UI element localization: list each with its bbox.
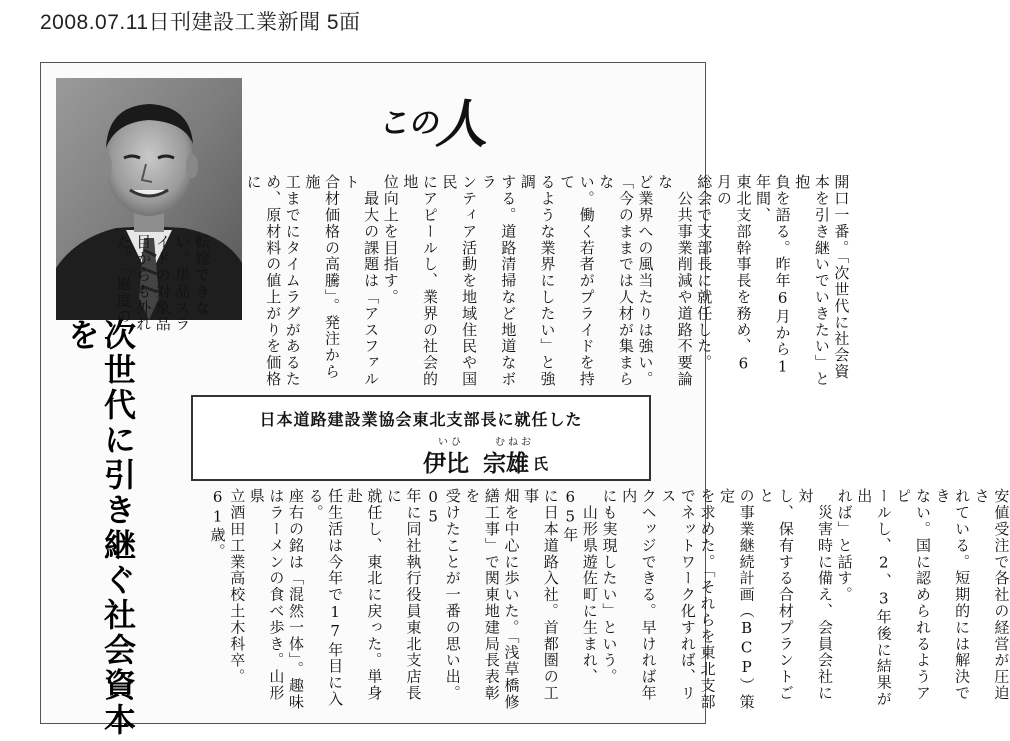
text-column: イドの対象品: [153, 234, 172, 333]
text-column: 開口一番。「次世代に社会資: [832, 174, 851, 380]
text-column: はラーメンの食べ歩き。山形県: [247, 488, 286, 702]
text-column: 位向上を目指す。: [381, 174, 400, 306]
text-column: ンティア活動を地域住民や国民: [440, 174, 479, 388]
given-name: 宗雄: [483, 451, 529, 477]
text-column: にアピールし、業界の社会的地: [401, 174, 439, 388]
text-column: を求めた。「それらを東北支部: [698, 488, 717, 711]
text-column: れば」と話す。: [835, 488, 854, 603]
text-column: でネットワーク化すれば、リス: [659, 488, 697, 702]
text-column: にも実現したい」という。: [600, 488, 619, 685]
text-column: い。働く若者がプライドを持て: [558, 174, 596, 388]
text-column: 目からも外れ: [134, 234, 153, 333]
lower-text-block: [207, 488, 1010, 716]
text-column: 「今のままでは人材が集まらな: [597, 174, 635, 388]
text-column: し、保有する合材プラントごと: [757, 488, 795, 702]
text-column: 年に同社執行役員東北支店長に: [384, 488, 423, 702]
text-column: クヘッジできる。早ければ年内: [620, 488, 658, 702]
headline: 次世代に引き継ぐ社会資本を: [63, 318, 137, 738]
source-caption: 2008.07.11日刊建設工業新聞 5面: [40, 11, 361, 34]
text-column: する。道路清掃など地道なボラ: [479, 174, 518, 388]
left-text-block: [113, 234, 211, 394]
text-column: に日本道路入社。首都圏の工事: [522, 488, 560, 702]
text-column: 座右の銘は「混然一体」。趣味: [286, 488, 305, 711]
text-column: 繕工事」で関東地建局長表彰を: [463, 488, 501, 702]
text-column: 就任し、東北に戻った。単身赴: [345, 488, 384, 702]
text-column: ど業界への風当たりは強い。: [636, 174, 655, 388]
text-column: 災害時に備え、会員会社に対: [796, 488, 834, 702]
text-column: い。単品スラ: [173, 234, 192, 333]
text-column: 安値受注で各社の経営が圧迫さ: [972, 488, 1010, 702]
text-column: め、原材料の値上がりを価格に: [244, 174, 283, 388]
text-column: の事業継続計画（BCP）策定: [718, 488, 756, 711]
text-column: 転嫁できな: [192, 234, 211, 316]
hito-label: 人: [432, 95, 496, 155]
surname: 伊比: [423, 451, 469, 477]
text-column: 山形県遊佐町に生まれ、65年: [561, 488, 599, 685]
text-column: 合材価格の高騰」。発注から施: [303, 174, 341, 380]
text-column: 畑を中心に歩いた。「浅草橋修: [502, 488, 521, 711]
text-column: 総会で支部長に就任した。: [695, 174, 714, 371]
text-column: れている。短期的には解決でき: [933, 488, 972, 702]
text-column: 受けたことが一番の思い出。05: [424, 488, 462, 702]
title-box: [191, 395, 651, 481]
text-column: 任生活は今年で17年目に入る。: [306, 488, 345, 708]
text-column: 負を語る。昨年6月から1年間、: [754, 174, 792, 377]
text-column: 最大の課題は「アスファルト: [342, 174, 381, 388]
text-column: 立酒田工業高校土木科卒。61歳。: [208, 488, 247, 685]
text-column: ない。国に認められるようアピ: [894, 488, 932, 702]
text-column: た。「過度の: [114, 234, 133, 325]
text-column: るような業界にしたい」と強調: [518, 174, 557, 388]
text-column: 本を引き継いでいきたい」と抱: [793, 174, 831, 388]
upper-text-block: [243, 174, 850, 390]
organization-label: 日本道路建設業協会東北支部長に就任した: [259, 410, 583, 429]
text-column: 公共事業削減や道路不要論な: [656, 174, 694, 388]
surname-reading: いひ: [438, 437, 464, 448]
kono-label: この: [377, 106, 444, 141]
text-column: 工までにタイムラグがあるた: [283, 174, 302, 388]
text-column: 東北支部幹事長を務め、6月の: [714, 174, 753, 374]
given-name-reading: むねお: [495, 437, 534, 448]
text-column: ールし、2、3年後に結果が出: [855, 488, 893, 708]
honorific: 氏: [533, 455, 549, 473]
